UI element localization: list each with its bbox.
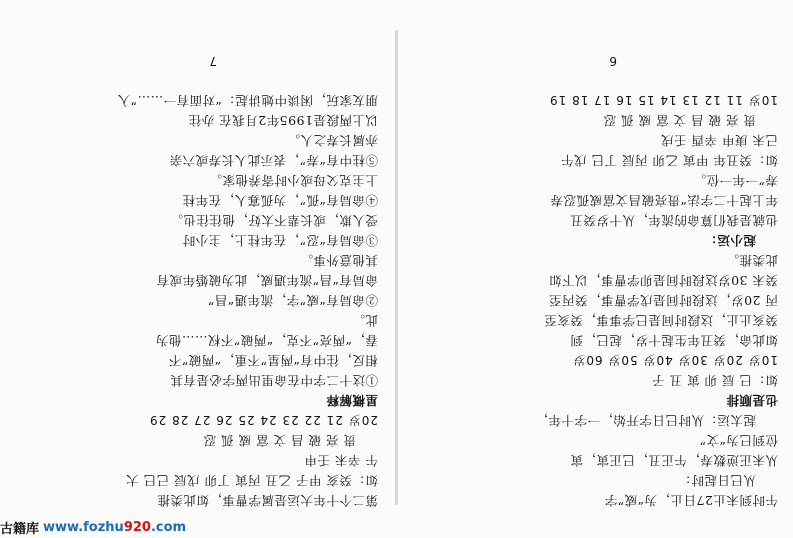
text-line: 受人欺，或长辈不太好，他往往也。 [169, 213, 378, 228]
text-line: 10岁 11 12 13 14 15 16 17 18 19 [548, 93, 778, 107]
text-line: 朋友家玩，闲谈中她讲起：“对面有一……”入 [117, 93, 378, 108]
section-heading: 起小运： [703, 233, 756, 248]
text-line: 寿”一年一位。 [693, 173, 778, 188]
text-line: ③命局有“忍”，在年柱上，主小时 [182, 233, 378, 248]
text-line: 己未 庚申 辛酉 壬戌 [660, 133, 778, 148]
section-heading: 星概解释 [325, 393, 378, 408]
text-line: 从巳日起时： [677, 473, 756, 488]
text-line: 午 辛未 壬申 [304, 453, 378, 468]
page-number: 7 [209, 54, 217, 68]
text-line: ④命局有“孤”，为孤寡人，在年柱 [182, 193, 378, 208]
text-line: 如：巳 辰 卯 寅 丑 子 [651, 373, 778, 388]
text-line: 起太运：从时巳日字开始，一字十年， [534, 413, 756, 428]
left-page [2, 0, 392, 538]
text-line: 如：癸亥 甲子 乙丑 丙寅 丁卯 戊辰 己巳 大 [125, 473, 378, 488]
watermark-footer [0, 516, 186, 538]
site-name: 古籍库 [0, 521, 40, 537]
text-line: 此。 [351, 313, 378, 328]
text-line: 相反，往中有“两星”不重，“两破”不 [168, 353, 378, 368]
text-line: 亦属长寿之人。 [286, 133, 378, 148]
text-line: 癸亥止止，这段时间是巳学事事，癸亥至 [543, 313, 778, 328]
text-line: 其他意外事。 [299, 253, 378, 268]
text-line: 丙 20岁，这段时间是戊学曹事，癸丙至 [548, 293, 778, 308]
text-line: 从未正逆数寿，午正丑，巳正寅，寅 [569, 453, 778, 468]
url-prefix: www.fozhu [43, 519, 124, 535]
text-line: ①这十二字中在命里出两字必是有其 [169, 373, 378, 388]
text-line: 癸未 30岁这段时间是卯学曹事，以下如 [548, 273, 778, 288]
text-line: 春，“两亮”不克，“两破”不权……他为 [155, 333, 378, 348]
text-line: 20岁 21 22 23 24 25 26 27 28 29 [148, 413, 378, 427]
text-line: 第二个十年大运是属学曹事，如此类推 [156, 493, 378, 508]
text-line: 如此命，癸丑年生起十岁，起巳，到 [569, 333, 778, 348]
text-line: 以上两段是1995年2月我在 办往 [188, 113, 378, 128]
text-line: 年上起十二字法“贵亮破昌文富威孤忍寿 [550, 193, 778, 208]
right-page [402, 0, 792, 538]
page-gutter [395, 30, 398, 505]
text-line: 上主克父母或小时寄养他家。 [208, 173, 378, 188]
text-line: ②命局有“威”字，流年遇“昌” [207, 293, 378, 308]
url-number: 920 [123, 519, 151, 535]
left-page-text [22, 90, 378, 510]
text-line: 贵 亮 破 昌 文 富 威 孤 忍 [603, 113, 756, 128]
text-line: 贵 亮 破 昌 文 富 威 孤 忍 [203, 433, 356, 448]
text-line: 10岁 20岁 30岁 40岁 50岁 60岁 [572, 353, 778, 367]
text-line: 位到巳为“文” [699, 433, 778, 448]
text-line: 此类推。 [725, 253, 778, 268]
url-suffix: .com [150, 519, 187, 535]
text-line: 午时到未止27日止，为“威”字 [604, 493, 778, 508]
right-page-text [422, 90, 778, 510]
text-line: ⑤柱中有“寿”，表示此人长寿或六亲 [169, 153, 378, 168]
text-line: 也就是我们算命的流年，从十岁癸丑 [569, 213, 778, 228]
text-line: 命局有“昌”流年遇威，此为破婚年或有 [156, 273, 378, 288]
section-heading: 也是顺排 [725, 393, 778, 408]
text-line: 如：癸丑年 甲寅 乙卯 丙辰 丁巳 戊午 [560, 153, 778, 168]
page-number: 6 [609, 54, 617, 68]
site-url[interactable] [43, 520, 186, 535]
